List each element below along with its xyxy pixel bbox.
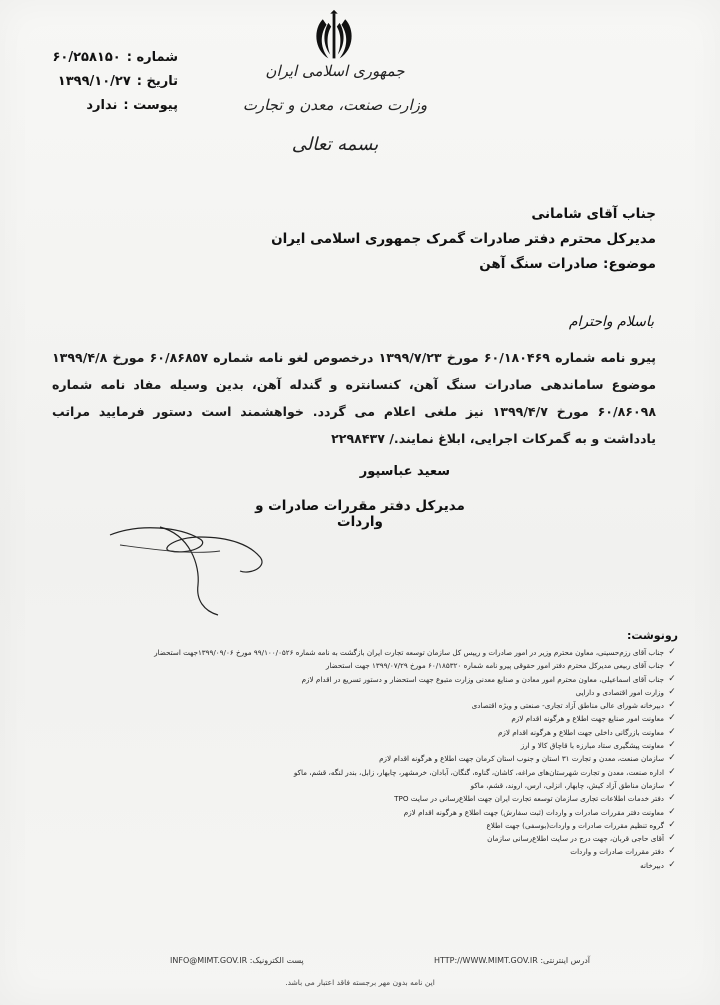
letter-date: ۱۳۹۹/۱۰/۲۷	[57, 74, 131, 89]
footer-email	[170, 956, 304, 965]
check-icon: ✓	[668, 686, 676, 697]
footer-contacts	[170, 956, 590, 965]
cc-item: ✓ دبیرخانه	[40, 859, 680, 872]
check-icon: ✓	[668, 726, 676, 737]
cc-item: ✓ معاونت امور صنایع جهت اطلاع و هرگونه اقدام لازم	[40, 712, 680, 725]
validity-note: این نامه بدون مهر برجسته فاقد اعتبار می باشد.	[285, 978, 435, 987]
check-icon: ✓	[668, 660, 676, 671]
cc-item: ✓ جناب آقای ربیعی مدیرکل محترم دفتر امور حقوقی پیرو نامه شماره ۶۰/۱۸۵۳۲۰ مورخ ۱۳۹۹/۰۷/۲۹ جهت استحضار	[40, 659, 680, 672]
cc-title: رونوشت:	[626, 629, 678, 642]
addressee-name: جناب آقای شامانی	[531, 206, 656, 222]
check-icon: ✓	[668, 833, 676, 844]
check-icon: ✓	[668, 647, 676, 657]
cc-list	[40, 646, 680, 872]
check-icon: ✓	[668, 779, 676, 790]
website-link[interactable]: HTTP://WWW.MIMT.GOV.IR	[433, 956, 538, 965]
email-link[interactable]: INFO@MIMT.GOV.IR	[170, 956, 248, 965]
check-icon: ✓	[668, 859, 676, 870]
addressee-block	[236, 202, 656, 277]
addressee-title: مدیرکل محترم دفتر صادرات گمرک جمهوری اسلامی ایران	[271, 231, 656, 247]
cc-item: ✓ معاونت بازرگانی داخلی جهت اطلاع و هرگونه اقدام لازم	[40, 726, 680, 739]
iran-emblem-icon	[306, 8, 362, 64]
cc-item: ✓ دفتر مقررات صادرات و واردات	[40, 845, 680, 858]
check-icon: ✓	[668, 673, 676, 684]
signatory-title: مدیرکل دفتر مقررات صادرات و واردات	[255, 498, 465, 530]
cc-item: ✓ دفتر خدمات اطلاعات تجاری سازمان توسعه تجارت ایران جهت اطلاع‌رسانی در سایت TPO	[40, 792, 680, 805]
ministry-name: وزارت صنعت، معدن و تجارت	[242, 96, 428, 114]
letter-subject: موضوع: صادرات سنگ آهن	[479, 256, 656, 272]
check-icon: ✓	[668, 819, 676, 830]
cc-item: ✓ جناب آقای اسماعیلی، معاون محترم امور معادن و صنایع معدنی وزارت متبوع جهت استحضار و دستور تسریع در اقدام لازم	[40, 673, 680, 686]
cc-item: ✓ وزارت امور اقتصادی و دارایی	[40, 686, 680, 699]
cc-item: ✓ معاونت پیشگیری ستاد مبارزه با قاچاق کالا و ارز	[40, 739, 680, 752]
cc-item: ✓ جناب آقای رزم‌حسینی، معاون محترم وزیر در امور صادرات و رییس کل سازمان توسعه تجارت ایران بازگشت به نامه شماره ۹۹/۱۰۰/۰۵۲۶ مورخ ۱۳۹۹/۰۹/۰۶جهت استحضار	[40, 646, 680, 659]
check-icon: ✓	[668, 700, 676, 711]
check-icon: ✓	[668, 766, 676, 777]
check-icon: ✓	[668, 793, 676, 804]
letter-attachment: ندارد	[86, 98, 118, 113]
letter-attachment-row	[28, 94, 178, 118]
handwritten-signature	[100, 515, 330, 625]
letter-number: ۶۰/۲۵۸۱۵۰	[52, 50, 121, 65]
letter-body: پیرو نامه شماره ۶۰/۱۸۰۴۶۹ مورخ ۱۳۹۹/۷/۲۳ درخصوص لغو نامه شماره ۶۰/۸۶۸۵۷ مورخ ۱۳۹۹/۴/۸ موضوع ساماندهی صادرات سنگ آهن، کنسانتره و گندله آهن، بدین وسیله مفاد نامه شماره ۶۰/۸۶۰۹۸ مورخ ۱۳۹۹/۴/۷ نیز ملغی اعلام می گردد. خواهشمند است دستور فرمایید مراتب یادداشت و به گمرکات اجرایی، ابلاغ نمایند./ ۲۲۹۸۴۳۷	[52, 350, 656, 446]
country-name: جمهوری اسلامی ایران	[265, 62, 405, 80]
footer-website-label: آدرس اینترنتی:	[540, 956, 590, 965]
greeting: باسلام واحترام	[568, 314, 654, 330]
letter-number-row	[28, 46, 178, 70]
check-icon: ✓	[668, 846, 676, 857]
cc-item: ✓ سازمان صنعت، معدن و تجارت ۳۱ استان و جنوب استان کرمان جهت اطلاع و هرگونه اقدام لازم	[40, 752, 680, 765]
footer-website	[434, 956, 590, 965]
cc-item: ✓ دبیرخانه شورای عالی مناطق آزاد تجاری- صنعتی و ویژه اقتصادی	[40, 699, 680, 712]
check-icon: ✓	[668, 740, 676, 751]
check-icon: ✓	[668, 713, 676, 724]
check-icon: ✓	[668, 806, 676, 817]
cc-item: ✓ اداره صنعت، معدن و تجارت شهرستان‌های مراغه، کاشان، گناوه، گنگان، آبادان، خرمشهر، چابهار، زابل، بندر لنگه، قشم، ماکو	[40, 766, 680, 779]
letter-metadata	[28, 46, 178, 118]
letter-date-row	[28, 70, 178, 94]
letter-date-label: تاریخ :	[136, 74, 178, 89]
cc-item: ✓ گروه تنظیم مقررات صادرات و واردات(بوسفی) جهت اطلاع	[40, 819, 680, 832]
letter-attachment-label: پیوست :	[123, 98, 178, 113]
invocation: بسمه تعالی	[291, 134, 379, 155]
cc-item: ✓ معاونت دفتر مقررات صادرات و واردات (ثبت سفارش) جهت اطلاع و هرگونه اقدام لازم	[40, 806, 680, 819]
cc-item: ✓ سازمان مناطق آزاد کیش، چابهار، انزلی، ارس، اروند، قشم، ماکو	[40, 779, 680, 792]
cc-item: ✓ آقای حاجی قربان، جهت درج در سایت اطلاع‌رسانی سازمان	[40, 832, 680, 845]
signatory-name: سعید عباسپور	[359, 464, 450, 479]
footer-email-label: پست الکترونیک:	[249, 956, 304, 965]
letter-number-label: شماره :	[126, 50, 178, 65]
check-icon: ✓	[668, 753, 676, 764]
